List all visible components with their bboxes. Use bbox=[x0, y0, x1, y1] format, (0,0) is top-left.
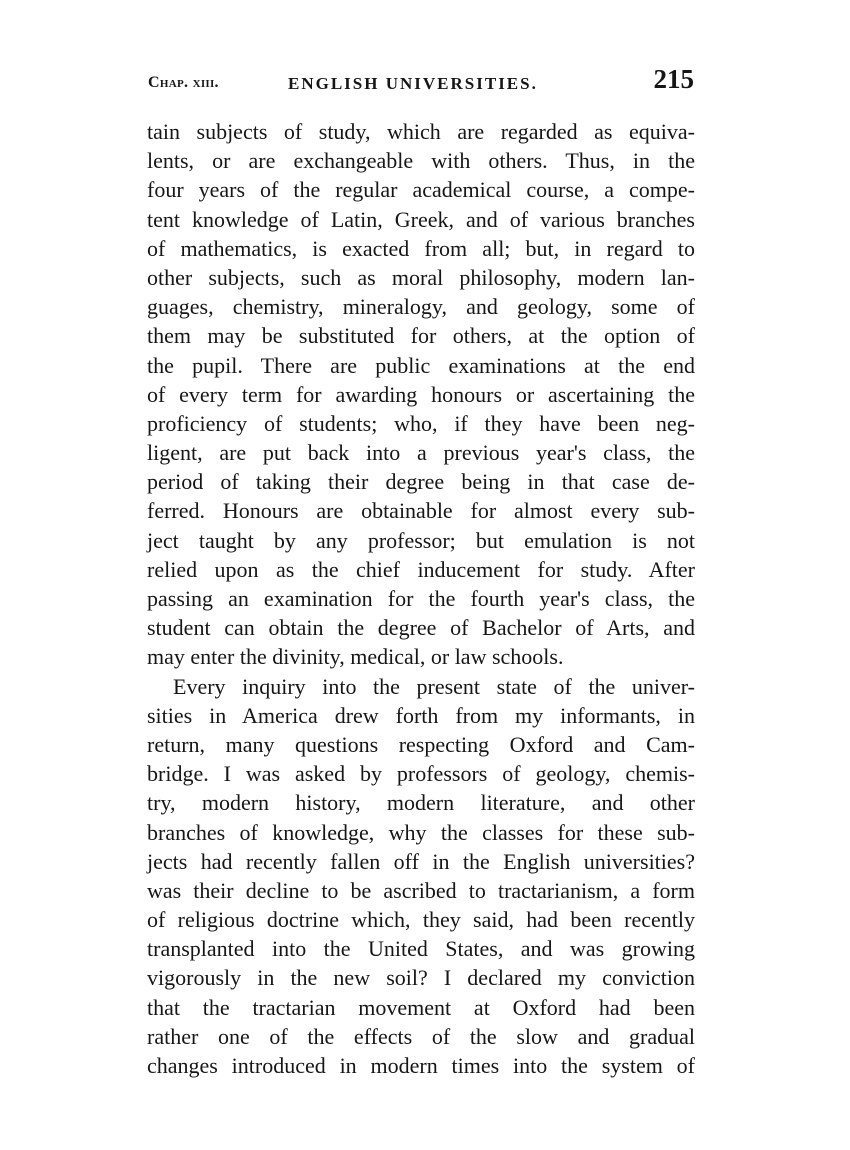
page-body bbox=[147, 117, 695, 1080]
running-title: ENGLISH UNIVERSITIES. bbox=[288, 74, 538, 93]
text-line: of mathematics, is exacted from all; but, in regard to bbox=[147, 235, 695, 261]
text-line: relied upon as the chief inducement for study. After bbox=[147, 556, 695, 582]
text-line: was their decline to be ascribed to tractarianism, a form bbox=[147, 877, 695, 903]
text-line: ferred. Honours are obtainable for almost every sub- bbox=[147, 498, 695, 524]
page-number: 215 bbox=[653, 64, 694, 94]
text-line: period of taking their degree being in that case de- bbox=[147, 469, 695, 495]
text-line: changes introduced in modern times into the system of bbox=[147, 1053, 695, 1078]
chapter-label: Chap. xiii. bbox=[148, 74, 219, 91]
text-line: jects had recently fallen off in the English universities? bbox=[147, 848, 695, 874]
text-line: of every term for awarding honours or ascertaining the bbox=[147, 381, 695, 407]
text-line: rather one of the effects of the slow and gradual bbox=[147, 1023, 695, 1049]
text-line: them may be substituted for others, at the option of bbox=[147, 323, 695, 349]
text-line: proficiency of students; who, if they have been neg- bbox=[147, 410, 695, 436]
text-line: try, modern history, modern literature, and other bbox=[147, 790, 695, 816]
text-line: passing an examination for the fourth year's class, the bbox=[147, 586, 695, 611]
text-line: bridge. I was asked by professors of geology, chemis- bbox=[147, 761, 695, 787]
text-line: may enter the divinity, medical, or law schools. bbox=[147, 644, 564, 670]
text-line: tain subjects of study, which are regarded as equiva- bbox=[147, 119, 695, 144]
text-line: vigorously in the new soil? I declared my conviction bbox=[147, 965, 695, 991]
text-line: of religious doctrine which, they said, had been recently bbox=[147, 907, 695, 933]
text-line: four years of the regular academical course, a compe- bbox=[147, 177, 695, 203]
text-line: branches of knowledge, why the classes for these sub- bbox=[147, 819, 695, 845]
text-line: ligent, are put back into a previous year's class, the bbox=[147, 440, 695, 466]
text-line: that the tractarian movement at Oxford had been bbox=[147, 994, 695, 1020]
text-line: transplanted into the United States, and was growing bbox=[147, 936, 695, 962]
text-line: other subjects, such as moral philosophy, modern lan- bbox=[147, 264, 695, 290]
text-line: sities in America drew forth from my informants, in bbox=[147, 702, 695, 728]
text-line: return, many questions respecting Oxford and Cam- bbox=[147, 731, 695, 757]
text-line: tent knowledge of Latin, Greek, and of various branches bbox=[147, 206, 695, 232]
text-line: student can obtain the degree of Bachelor of Arts, and bbox=[147, 615, 695, 641]
running-head bbox=[148, 62, 694, 102]
text-line: the pupil. There are public examinations at the end bbox=[147, 352, 695, 378]
text-line: Every inquiry into the present state of the univer- bbox=[173, 673, 695, 699]
text-line: lents, or are exchangeable with others. Thus, in the bbox=[147, 148, 695, 174]
text-line: ject taught by any professor; but emulation is not bbox=[147, 527, 695, 553]
text-line: guages, chemistry, mineralogy, and geology, some of bbox=[147, 294, 695, 320]
